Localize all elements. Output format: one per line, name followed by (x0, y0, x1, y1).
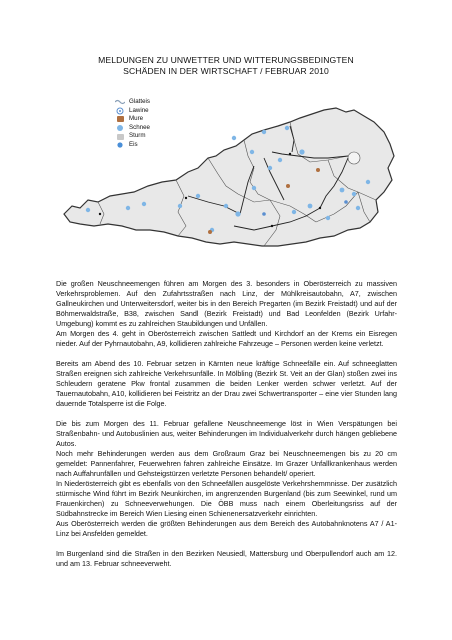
legend-item-mure (115, 115, 185, 124)
legend-label: Mure (129, 115, 144, 123)
paragraph-3-line-1: Die bis zum Morgen des 11. Februar gefallene Neuschneemenge löst in Wien Verspätungen bei Straßenbahn- und Autobuslinien aus, weiter Behinderungen im Individualverkehr durch hängen gebliebene Autos. (56, 419, 397, 448)
schnee-icon (115, 124, 125, 132)
paragraph-2 (56, 359, 397, 409)
austria-outline (64, 108, 394, 246)
legend-item-glatteis (115, 98, 185, 107)
paragraph-3-line-4: Aus Oberösterreich werden die größten Behinderungen aus dem Bereich des Autobahnknotens A7 / A1- Linz bei Ansfelden gemeldet. (56, 519, 397, 538)
legend-label: Lawine (129, 106, 149, 114)
paragraph-1-line-1: Die großen Neuschneemengen führen am Morgen des 3. besonders in Oberösterreich zu massiven Verkehrsproblemen. Auf den Zufahrtsstraßen nach Linz, der Mühlkreisautobahn, A7, zwischen Gallneukirchen und Unterweitersdorf, weiter bis in den Bereich Pregarten (im Bezirk Freistadt) und auf der Böhmerwaldstraße, B38, zwischen Sandl (Bezirk Freistadt) und Bad Leonfelden (Bezirk Urfahr- Umgebung) kommt es zu zahlreichen Staubildungen und Unfällen. (56, 279, 397, 328)
legend-label: Eis (129, 140, 138, 148)
document-title (0, 55, 452, 77)
paragraph-2-line-1: Bereits am Abend des 10. Februar setzen in Kärnten neue kräftige Schneefälle ein. Auf schneeglatten Straßen ereignen sich zahlreiche Verkehrsunfälle. In Mölbling (Bezirk St. Veit an der Glan) stoßen zwei ins Schleudern geratene Pkw frontal zusammen die beiden Lenker werden schwer verletzt. Auf der Tauernautobahn, A10, kollidieren bei Feistritz an der Drau zwei Schwertransporter – eine vier Stunden lang dauernde Totalsperre ist die Folge. (56, 359, 397, 408)
paragraph-1 (56, 279, 397, 349)
legend-item-schnee (115, 124, 185, 133)
mure-icon (115, 115, 125, 123)
paragraph-3-line-3: In Niederösterreich gibt es ebenfalls von den Schneefällen ausgelöste Verkehrshemmnisse. Der zusätzlich stürmische Wind führt im Bezirk Neunkirchen, im angrenzenden Burgenland (bis zum Seewinkel, rund um Frauenkirchen) zu Schneeverwehungen. Die ÖBB muss nach einem Oberleitungsriss auf der Südbahnstrecke im Bereich Wien Liesing einen Schienenersatzverkehr einrichten. (56, 479, 397, 518)
austria-map (58, 96, 406, 254)
legend-item-sturm (115, 132, 185, 141)
legend-item-lawine (115, 107, 185, 116)
legend-label: Schnee (129, 123, 150, 131)
paragraph-4-line-1: Im Burgenland sind die Straßen in den Bezirken Neusiedl, Mattersburg und Oberpullendorf auch am 12. und am 13. Februar schneeverweht. (56, 549, 397, 568)
paragraph-3-line-2: Noch mehr Behinderungen werden aus dem Großraum Graz bei Neuschneemengen bis zu 20 cm gemeldet: Pannenfahrer, Feuerwehren fahren zahlreiche Einsätze. Im Grazer Unfallkrankenhaus werden nach Auffahrunfällen und Gehsteigstürzen verletzte Personen behandelt/ operiert. (56, 449, 397, 478)
legend-label: Sturm (129, 132, 146, 140)
document-body (56, 279, 397, 569)
glatteis-icon (115, 98, 125, 106)
title-line-1: MELDUNGEN ZU UNWETTER UND WITTERUNGSBEDINGTEN (98, 55, 354, 65)
eis-icon (115, 141, 125, 149)
map-legend (115, 98, 185, 150)
title-line-2: SCHÄDEN IN DER WIRTSCHAFT / FEBRUAR 2010 (123, 66, 329, 76)
paragraph-3 (56, 419, 397, 539)
lawine-icon (115, 107, 125, 115)
sturm-icon (115, 133, 125, 141)
paragraph-4 (56, 549, 397, 569)
paragraph-1-line-2: Am Morgen des 4. geht in Oberösterreich zwischen Sattledt und Kirchdorf an der Krems ein Eisregen nieder. Auf der Pyhrnautobahn, A9, kollidieren zahlreiche Fahrzeuge – Personen werden keine verletzt. (56, 329, 397, 348)
legend-item-eis (115, 141, 185, 150)
legend-label: Glatteis (129, 98, 150, 105)
